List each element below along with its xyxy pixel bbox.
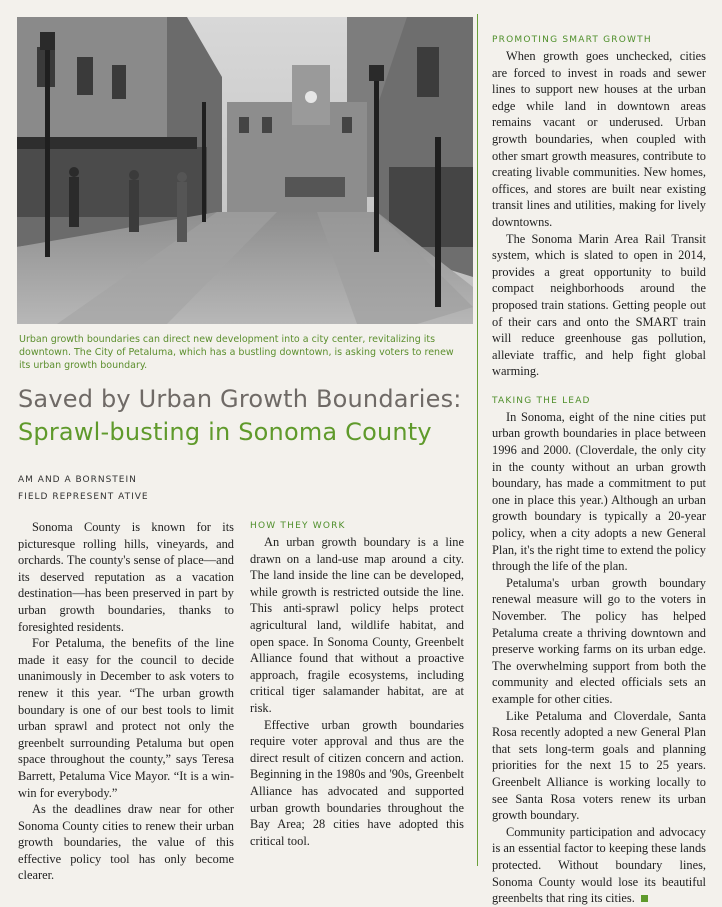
article-column-1 (18, 519, 234, 884)
headline-line-1: Saved by Urban Growth Boundaries: (18, 385, 462, 413)
paragraph: As the deadlines draw near for other Sonoma County cities to renew their urban growth boundaries, the value of this effective policy tool has only become clearer. (18, 802, 234, 883)
column-divider (477, 14, 478, 866)
byline (18, 472, 149, 506)
paragraph: In Sonoma, eight of the nine cities put urban growth boundaries in place between 1996 and 2000. (Cloverdale, the only city in the county without an urban growth boundary, has made a commitment to put one in place this year.) Although an urban growth boundary is typically a 20-year policy, when a city adopts a new General Plan, it's the right time to extend the policy through the life of the plan. (492, 409, 706, 574)
section-heading: TAKING THE LEAD (492, 395, 591, 406)
closing-text: Community participation and advocacy is an essential factor to keeping these lands protected. Without boundary lines, Sonoma County would lose its beautiful greenbelts that ring its cities. (492, 824, 706, 906)
paragraph (492, 824, 706, 907)
paragraph: The Sonoma Marin Area Rail Transit system, which is slated to open in 2014, provides a great opportunity to build compact neighborhoods around the proposed train stations. Getting people out of their cars and onto the SMART train will reduce greenhouse gas pollution, alleviate traffic, and help fight global warming. (492, 231, 706, 379)
street-photo (17, 17, 473, 324)
paragraph: An urban growth boundary is a line drawn on a land-use map around a city. The land inside the line can be developed, while growth is restricted outside the line. This anti-sprawl policy helps protect agricultural land, wildlife habitat, and open space. In Sonoma County, Greenbelt Alliance found that without a proactive approach, fragile ecosystems, including critical tiger salamander habitat, are at risk. (250, 535, 464, 715)
author-name: AM AND A BORNSTEIN (18, 475, 137, 485)
article-column-3 (492, 33, 706, 907)
photo-caption: Urban growth boundaries can direct new development into a city center, revitalizing its downtown. The City of Petaluma, which has a bustling downtown, is asking voters to renew its urban growth boundary. (19, 334, 454, 371)
author-role: FIELD REPRESENT ATIVE (18, 492, 149, 502)
article-column-2 (250, 519, 464, 849)
section-heading: HOW THEY WORK (250, 521, 346, 531)
section-heading: PROMOTING SMART GROWTH (492, 35, 652, 45)
end-mark-icon (641, 895, 648, 902)
paragraph: Sonoma County is known for its picturesque rolling hills, vineyards, and orchards. The county's sense of place—and its deserved reputation as a vacation destination—has been preserved in part by urban growth boundaries, thanks to foresighted residents. (18, 520, 234, 634)
paragraph: Petaluma's urban growth boundary renewal measure will go to the voters in November. The policy has helped Petaluma create a thriving downtown and preserve working farms on its urban edge. The overwhelming support from both the community and elected officials sets an example for other cities. (492, 575, 706, 706)
paragraph: Like Petaluma and Cloverdale, Santa Rosa recently adopted a new General Plan that sets long-term goals and planning priorities for the next 15 to 25 years. Greenbelt Alliance is working locally to see Santa Rosa voters renew its urban growth boundary. (492, 708, 706, 823)
paragraph: Effective urban growth boundaries require voter approval and thus are the direct result of citizen concern and action. Beginning in the 1980s and '90s, Greenbelt Alliance has advocated and supported urban growth boundaries throughout the Bay Area; 28 cities have adopted this critical tool. (250, 717, 464, 848)
paragraph: When growth goes unchecked, cities are forced to invest in roads and sewer lines to support new houses at the urban edge while land in downtown areas remains vacant or underused. Urban growth boundaries, when coupled with other smart growth measures, contribute to creating livable communities. New homes, offices, and stores are built near existing transit lines and utilities, making for lively downtowns. (492, 49, 706, 229)
paragraph: For Petaluma, the benefits of the line made it easy for the council to decide unanimously in December to ask voters to renew it this year. “The urban growth boundary is one of our best tools to limit urban sprawl and protect not only the greenbelt surrounding Petaluma but open space throughout the county,” says Teresa Barrett, Petaluma Vice Mayor. “It is a win-win for everybody.” (18, 636, 234, 800)
headline-line-2: Sprawl-busting in Sonoma County (18, 418, 432, 446)
